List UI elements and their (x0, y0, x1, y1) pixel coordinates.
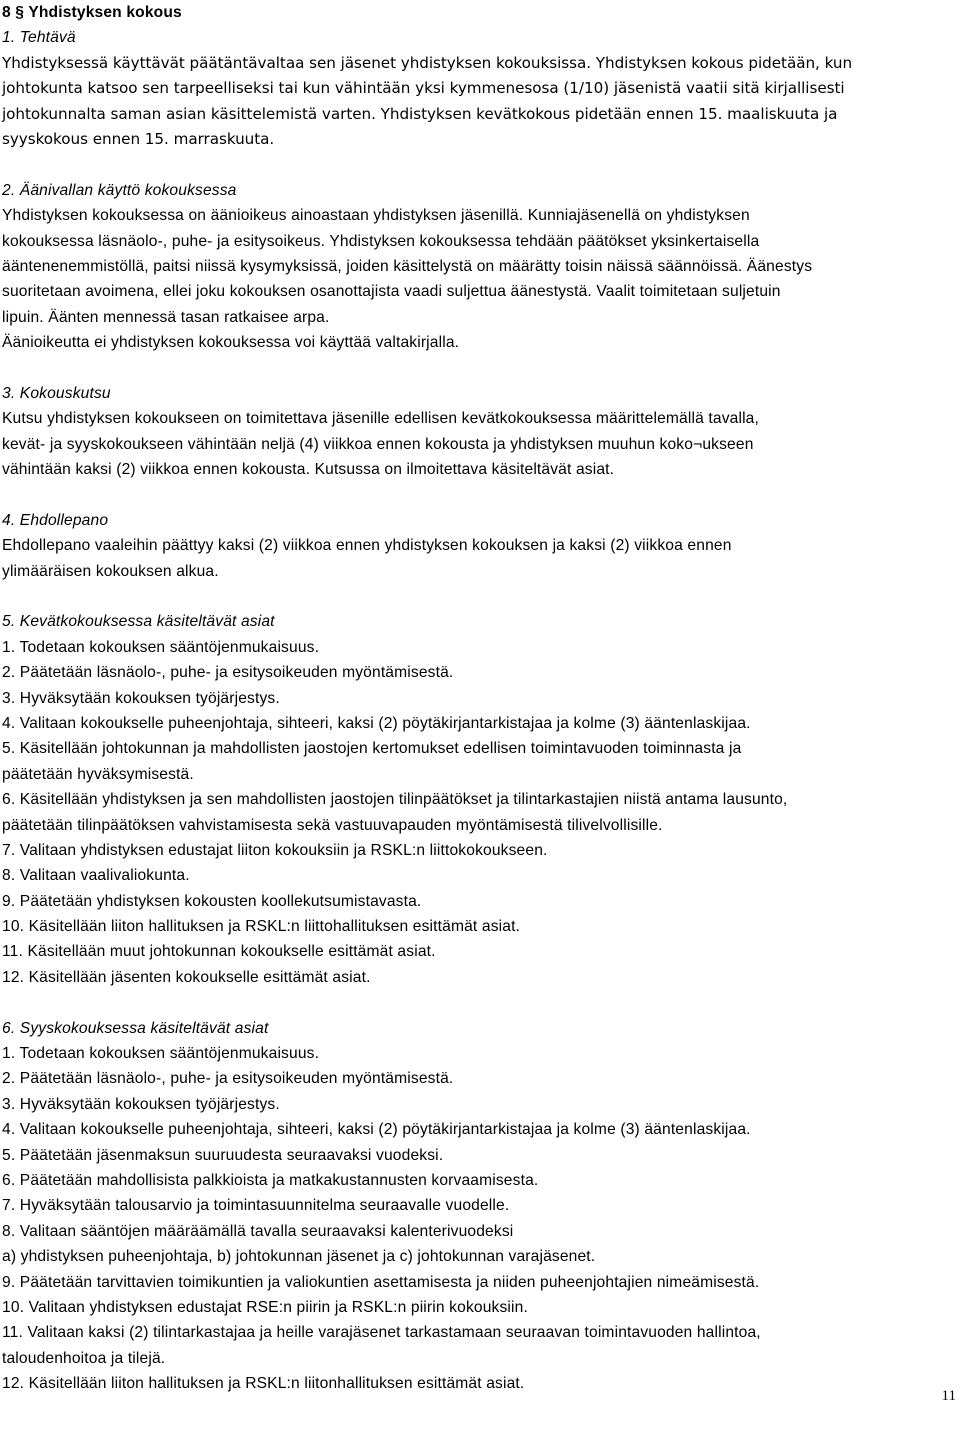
subsection-title-ehdollepano: 4. Ehdollepano (2, 511, 109, 529)
list-item: 1. Todetaan kokouksen sääntöjenmukaisuus. (2, 638, 320, 656)
list-item: 6. Käsitellään yhdistyksen ja sen mahdollisten jaostojen tilinpäätökset ja tilintarkastajien niistä antama lausunto, (2, 791, 788, 809)
spacer (2, 355, 960, 380)
list-item: 6. Päätetään mahdollisista palkkioista ja matkakustannusten korvaamisesta. (2, 1171, 539, 1189)
paragraph-line: johtokunnalta saman asian käsittelemistä varten. Yhdistyksen kevätkokous pidetään ennen 15. maaliskuuta ja (2, 104, 838, 123)
list-item: 3. Hyväksytään kokouksen työjärjestys. (2, 689, 280, 707)
subsection-title-kevatkokous: 5. Kevätkokouksessa käsiteltävät asiat (2, 613, 275, 631)
list-item: päätetään hyväksymisestä. (2, 765, 194, 783)
paragraph-line: lipuin. Äänten mennessä tasan ratkaisee arpa. (2, 308, 330, 326)
subsection-title-aanivalta: 2. Äänivallan käyttö kokouksessa (2, 181, 237, 199)
list-item: 11. Valitaan kaksi (2) tilintarkastajaa ja heille varajäsenet tarkastamaan seuraavan toimintavuoden hallintoa, (2, 1324, 761, 1342)
subsection-title-kokouskutsu: 3. Kokouskutsu (2, 384, 111, 402)
spacer (2, 990, 960, 1015)
list-item: 10. Käsitellään liiton hallituksen ja RSKL:n liittohallituksen esittämät asiat. (2, 918, 521, 936)
subsection-title-tehtava: 1. Tehtävä (2, 29, 76, 47)
list-item: 4. Valitaan kokoukselle puheenjohtaja, sihteeri, kaksi (2) pöytäkirjantarkistajaa ja kolme (3) ääntenlaskijaa. (2, 1121, 751, 1139)
paragraph-line: suoritetaan avoimena, ellei joku kokouksen osanottajista vaadi suljettua äänestystä. Vaalit toimitetaan suljetuin (2, 283, 781, 301)
paragraph-line: ääntenenemmistöllä, paitsi niissä kysymyksissä, joiden käsittelystä on määrätty toisin näissä säännöissä. Äänestys (2, 257, 813, 275)
list-item: a) yhdistyksen puheenjohtaja, b) johtokunnan jäsenet ja c) johtokunnan varajäsenet. (2, 1248, 596, 1266)
list-item: 7. Valitaan yhdistyksen edustajat liiton kokouksiin ja RSKL:n liittokokoukseen. (2, 841, 548, 859)
list-item: 12. Käsitellään liiton hallituksen ja RSKL:n liitonhallituksen esittämät asiat. (2, 1375, 525, 1393)
list-item: 2. Päätetään läsnäolo-, puhe- ja esitysoikeuden myöntämisestä. (2, 1070, 454, 1088)
section-heading: 8 § Yhdistyksen kokous (2, 4, 182, 21)
list-item: taloudenhoitoa ja tilejä. (2, 1349, 166, 1367)
list-item: 11. Käsitellään muut johtokunnan kokoukselle esittämät asiat. (2, 943, 436, 961)
spacer (2, 584, 960, 609)
list-item: 5. Päätetään jäsenmaksun suuruudesta seuraavaksi vuodeksi. (2, 1146, 444, 1164)
list-item: 1. Todetaan kokouksen sääntöjenmukaisuus. (2, 1045, 320, 1063)
list-item: 7. Hyväksytään talousarvio ja toimintasuunnitelma seuraavalle vuodelle. (2, 1197, 510, 1215)
list-item: 9. Päätetään tarvittavien toimikuntien ja valiokuntien asettamisesta ja niiden puheenjohtajien nimeämisestä. (2, 1273, 760, 1291)
list-item: 12. Käsitellään jäsenten kokoukselle esittämät asiat. (2, 968, 371, 986)
paragraph-line: Yhdistyksessä käyttävät päätäntävaltaa sen jäsenet yhdistyksen kokouksissa. Yhdistyksen kokous pidetään, kun (2, 53, 853, 72)
list-item: 5. Käsitellään johtokunnan ja mahdollisten jaostojen kertomukset edellisen toimintavuoden toiminnasta ja (2, 740, 742, 758)
list-item: päätetään tilinpäätöksen vahvistamisesta sekä vastuuvapauden myöntämisestä tilivelvollisille. (2, 816, 663, 834)
paragraph-line: Ehdollepano vaaleihin päättyy kaksi (2) viikkoa ennen yhdistyksen kokouksen ja kaksi (2) viikkoa ennen (2, 537, 732, 555)
spacer (2, 482, 960, 507)
paragraph-line: vähintään kaksi (2) viikkoa ennen kokousta. Kutsussa on ilmoitettava käsiteltävät asiat. (2, 461, 615, 479)
list-item: 4. Valitaan kokoukselle puheenjohtaja, sihteeri, kaksi (2) pöytäkirjantarkistajaa ja kolme (3) ääntenlaskijaa. (2, 714, 751, 732)
list-item: 8. Valitaan vaalivaliokunta. (2, 867, 190, 885)
paragraph-line: johtokunta katsoo sen tarpeelliseksi tai kun vähintään yksi kymmenesosa (1/10) jäsenistä vaatii sitä kirjallisesti (2, 79, 845, 98)
subsection-title-syyskokous: 6. Syyskokouksessa käsiteltävät asiat (2, 1019, 269, 1037)
paragraph-line: Äänioikeutta ei yhdistyksen kokouksessa voi käyttää valtakirjalla. (2, 334, 460, 352)
paragraph-line: Yhdistyksen kokouksessa on äänioikeus ainoastaan yhdistyksen jäsenillä. Kunniajäsenellä on yhdistyksen (2, 207, 750, 225)
list-item: 3. Hyväksytään kokouksen työjärjestys. (2, 1095, 280, 1113)
list-item: 8. Valitaan sääntöjen määräämällä tavalla seuraavaksi kalenterivuodeksi (2, 1222, 514, 1240)
paragraph-line: kevät- ja syyskokoukseen vähintään neljä (4) viikkoa ennen kokousta ja yhdistyksen muuhun koko¬ukseen (2, 435, 754, 453)
paragraph-line: kokouksessa läsnäolo-, puhe- ja esitysoikeus. Yhdistyksen kokouksessa tehdään päätökset yksinkertaisella (2, 232, 760, 250)
paragraph-line: Kutsu yhdistyksen kokoukseen on toimitettava jäsenille edellisen kevätkokouksessa määrittelemällä tavalla, (2, 410, 759, 428)
paragraph-line: syyskokous ennen 15. marraskuuta. (2, 129, 275, 148)
spacer (2, 152, 960, 177)
list-item: 9. Päätetään yhdistyksen kokousten koollekutsumistavasta. (2, 892, 422, 910)
page-number: 11 (941, 1388, 956, 1404)
list-item: 10. Valitaan yhdistyksen edustajat RSE:n piirin ja RSKL:n piirin kokouksiin. (2, 1298, 528, 1316)
list-item: 2. Päätetään läsnäolo-, puhe- ja esitysoikeuden myöntämisestä. (2, 664, 454, 682)
paragraph-line: ylimääräisen kokouksen alkua. (2, 562, 219, 580)
